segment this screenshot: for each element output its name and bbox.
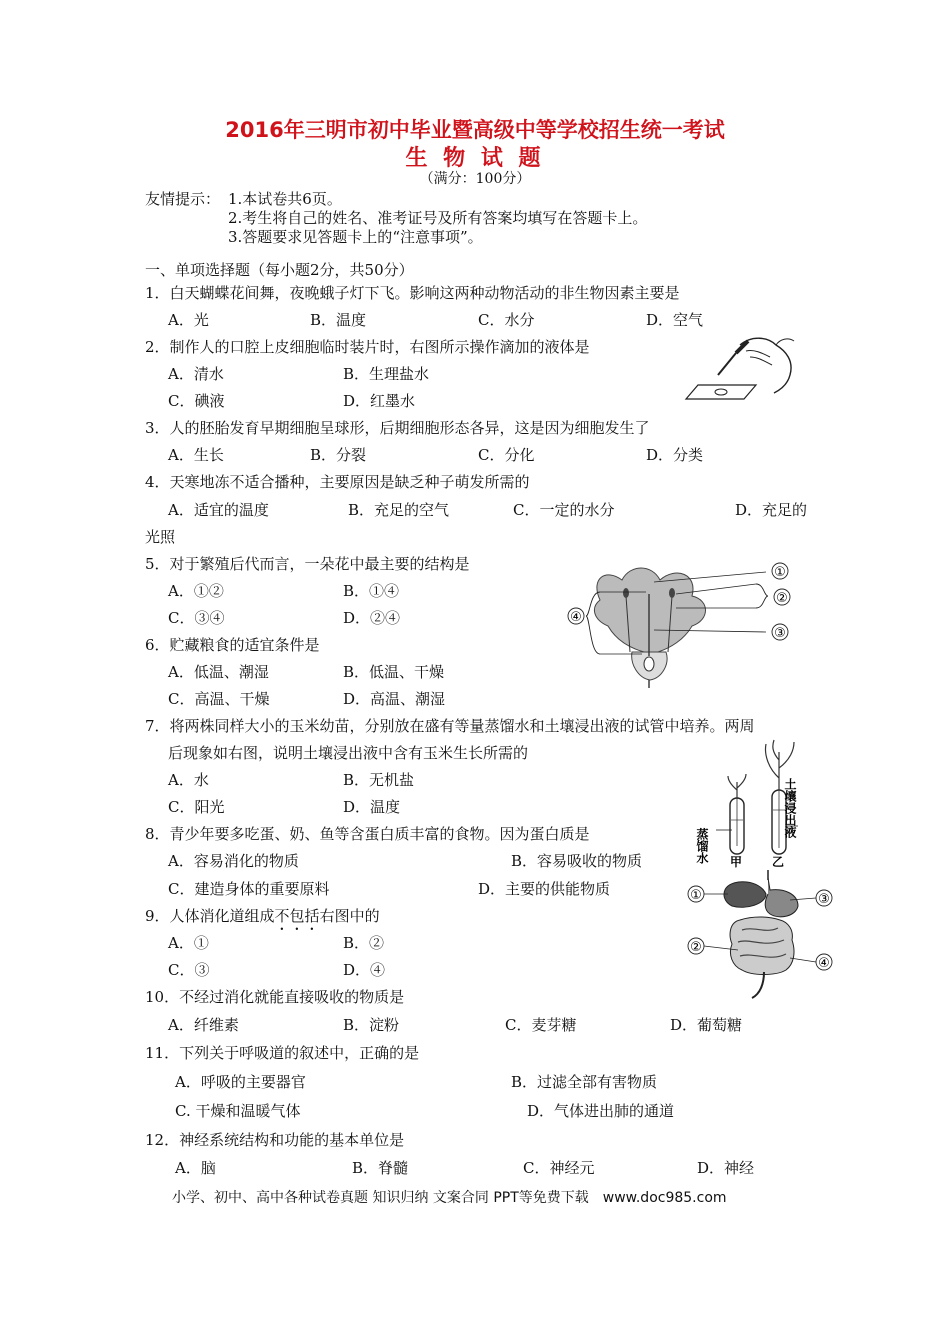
q2-stem: 2．制作人的口腔上皮细胞临时装片时，右图所示操作滴加的液体是 [145, 338, 590, 356]
q1-option-d: D．空气 [646, 311, 704, 329]
q9-option-a: A．① [168, 934, 209, 952]
q8-option-d: D．主要的供能物质 [478, 880, 611, 898]
q7-option-a: A．水 [168, 771, 209, 789]
q2-option-d: D．红墨水 [343, 392, 416, 410]
q12-option-a: A．脑 [175, 1159, 216, 1177]
digestive-label-3: ③ [818, 892, 830, 907]
q7-option-b: B．无机盐 [343, 771, 415, 789]
tube-right-mark: 乙 [772, 855, 785, 869]
q7-stem: 7．将两株同样大小的玉米幼苗，分别放在盛有等量蒸馏水和土壤浸出液的试管中培养。两周 [145, 717, 755, 735]
digestive-label-1: ① [690, 888, 702, 903]
q4-option-d: D．充足的 [735, 501, 808, 519]
q9-stem-post: 右图中的 [319, 907, 380, 925]
q7-option-d: D．温度 [343, 798, 401, 816]
q2-option-c: C．碘液 [168, 392, 225, 410]
q8-option-a: A．容易消化的物质 [168, 852, 299, 870]
flower-figure [560, 560, 830, 688]
q9-option-d: D．④ [343, 961, 386, 979]
q12-stem: 12．神经系统结构和功能的基本单位是 [145, 1131, 405, 1149]
q11-option-c: C. 干燥和温暖气体 [175, 1102, 301, 1120]
section-heading: 一、单项选择题（每小题2分，共50分） [145, 261, 414, 279]
q5-option-d: D．②④ [343, 609, 401, 627]
q4-option-b: B．充足的空气 [348, 501, 450, 519]
q7-option-c: C．阳光 [168, 798, 225, 816]
tip-1: 1.本试卷共6页。 [228, 190, 342, 208]
q3-option-b: B．分裂 [310, 446, 367, 464]
q2-option-a: A．清水 [168, 365, 224, 383]
digestive-system-figure [680, 870, 836, 1010]
q10-option-b: B．淀粉 [343, 1016, 400, 1034]
q4-option-d-wrap: 光照 [145, 528, 176, 546]
q10-stem: 10．不经过消化就能直接吸收的物质是 [145, 988, 405, 1006]
q6-option-d: D．高温、潮湿 [343, 690, 446, 708]
q4-stem: 4．天寒地冻不适合播种，主要原因是缺乏种子萌发所需的 [145, 473, 530, 491]
q4-option-a: A．适宜的温度 [168, 501, 269, 519]
q12-option-d: D．神经 [697, 1159, 755, 1177]
q6-option-b: B．低温、干燥 [343, 663, 445, 681]
tube-right-label: 土壤浸出液 [783, 778, 797, 838]
q3-option-a: A．生长 [168, 446, 224, 464]
tube-left-mark: 甲 [730, 855, 743, 869]
q6-option-a: A．低温、潮湿 [168, 663, 269, 681]
digestive-label-4: ④ [818, 956, 830, 971]
q12-option-b: B．脊髓 [352, 1159, 409, 1177]
q1-option-a: A．光 [168, 311, 209, 329]
q10-option-c: C．麦芽糖 [505, 1016, 577, 1034]
dropper-slide-figure [690, 335, 802, 407]
tube-left-label: 蒸馏水 [695, 828, 709, 864]
flower-label-2: ② [776, 591, 788, 606]
digestive-label-2: ② [690, 940, 702, 955]
flower-label-4: ④ [570, 610, 582, 625]
q6-stem: 6．贮藏粮食的适宜条件是 [145, 636, 320, 654]
q1-option-b: B．温度 [310, 311, 367, 329]
q5-stem: 5．对于繁殖后代而言，一朵花中最主要的结构是 [145, 555, 470, 573]
q2-option-b: B．生理盐水 [343, 365, 430, 383]
q7-stem-cont: 后现象如右图，说明土壤浸出液中含有玉米生长所需的 [168, 744, 529, 762]
q5-option-c: C．③④ [168, 609, 225, 627]
q8-option-b: B．容易吸收的物质 [511, 852, 643, 870]
exam-subject: 生 物 试 题 [405, 146, 545, 171]
q3-stem: 3．人的胚胎发育早期细胞呈球形，后期细胞形态各异，这是因为细胞发生了 [145, 419, 650, 437]
tip-2: 2.考生将自己的姓名、准考证号及所有答案均填写在答题卡上。 [228, 209, 648, 227]
q6-option-c: C．高温、干燥 [168, 690, 270, 708]
q11-option-a: A．呼吸的主要器官 [175, 1073, 306, 1091]
full-score: （满分：100分） [419, 171, 531, 187]
exam-title: 2016年三明市初中毕业暨高级中等学校招生统一考试 [225, 118, 725, 142]
flower-label-1: ① [774, 565, 786, 580]
q3-option-d: D．分类 [646, 446, 704, 464]
q11-option-d: D．气体进出肺的通道 [527, 1102, 675, 1120]
q5-option-b: B．①④ [343, 582, 400, 600]
q1-stem: 1．白天蝴蝶花间舞，夜晚蛾子灯下飞。影响这两种动物活动的非生物因素主要是 [145, 284, 680, 302]
q9-option-c: C．③ [168, 961, 210, 979]
test-tubes-figure [694, 738, 834, 870]
q10-option-a: A．纤维素 [168, 1016, 239, 1034]
tips-label: 友情提示： [145, 190, 221, 208]
q1-option-c: C．水分 [478, 311, 535, 329]
q9-stem [145, 906, 380, 934]
q11-stem: 11．下列关于呼吸道的叙述中，正确的是 [145, 1044, 420, 1062]
q8-option-c: C．建造身体的重要原料 [168, 880, 330, 898]
q9-stem-emphasis: 不包括 [274, 907, 320, 925]
tip-3: 3.答题要求见答题卡上的“注意事项”。 [228, 228, 483, 246]
q12-option-c: C．神经元 [523, 1159, 595, 1177]
q11-option-b: B．过滤全部有害物质 [511, 1073, 658, 1091]
q9-option-b: B．② [343, 934, 385, 952]
q5-option-a: A．①② [168, 582, 224, 600]
q8-stem: 8．青少年要多吃蛋、奶、鱼等含蛋白质丰富的食物。因为蛋白质是 [145, 825, 590, 843]
q3-option-c: C．分化 [478, 446, 535, 464]
footer-ad: 小学、初中、高中各种试卷真题 知识归纳 文案合同 PPT等免费下载 www.doc985.com [172, 1190, 727, 1206]
flower-label-3: ③ [774, 626, 786, 641]
q4-option-c: C．一定的水分 [513, 501, 615, 519]
q9-stem-pre: 9．人体消化道组成 [145, 907, 275, 925]
q10-option-d: D．葡萄糖 [670, 1016, 743, 1034]
